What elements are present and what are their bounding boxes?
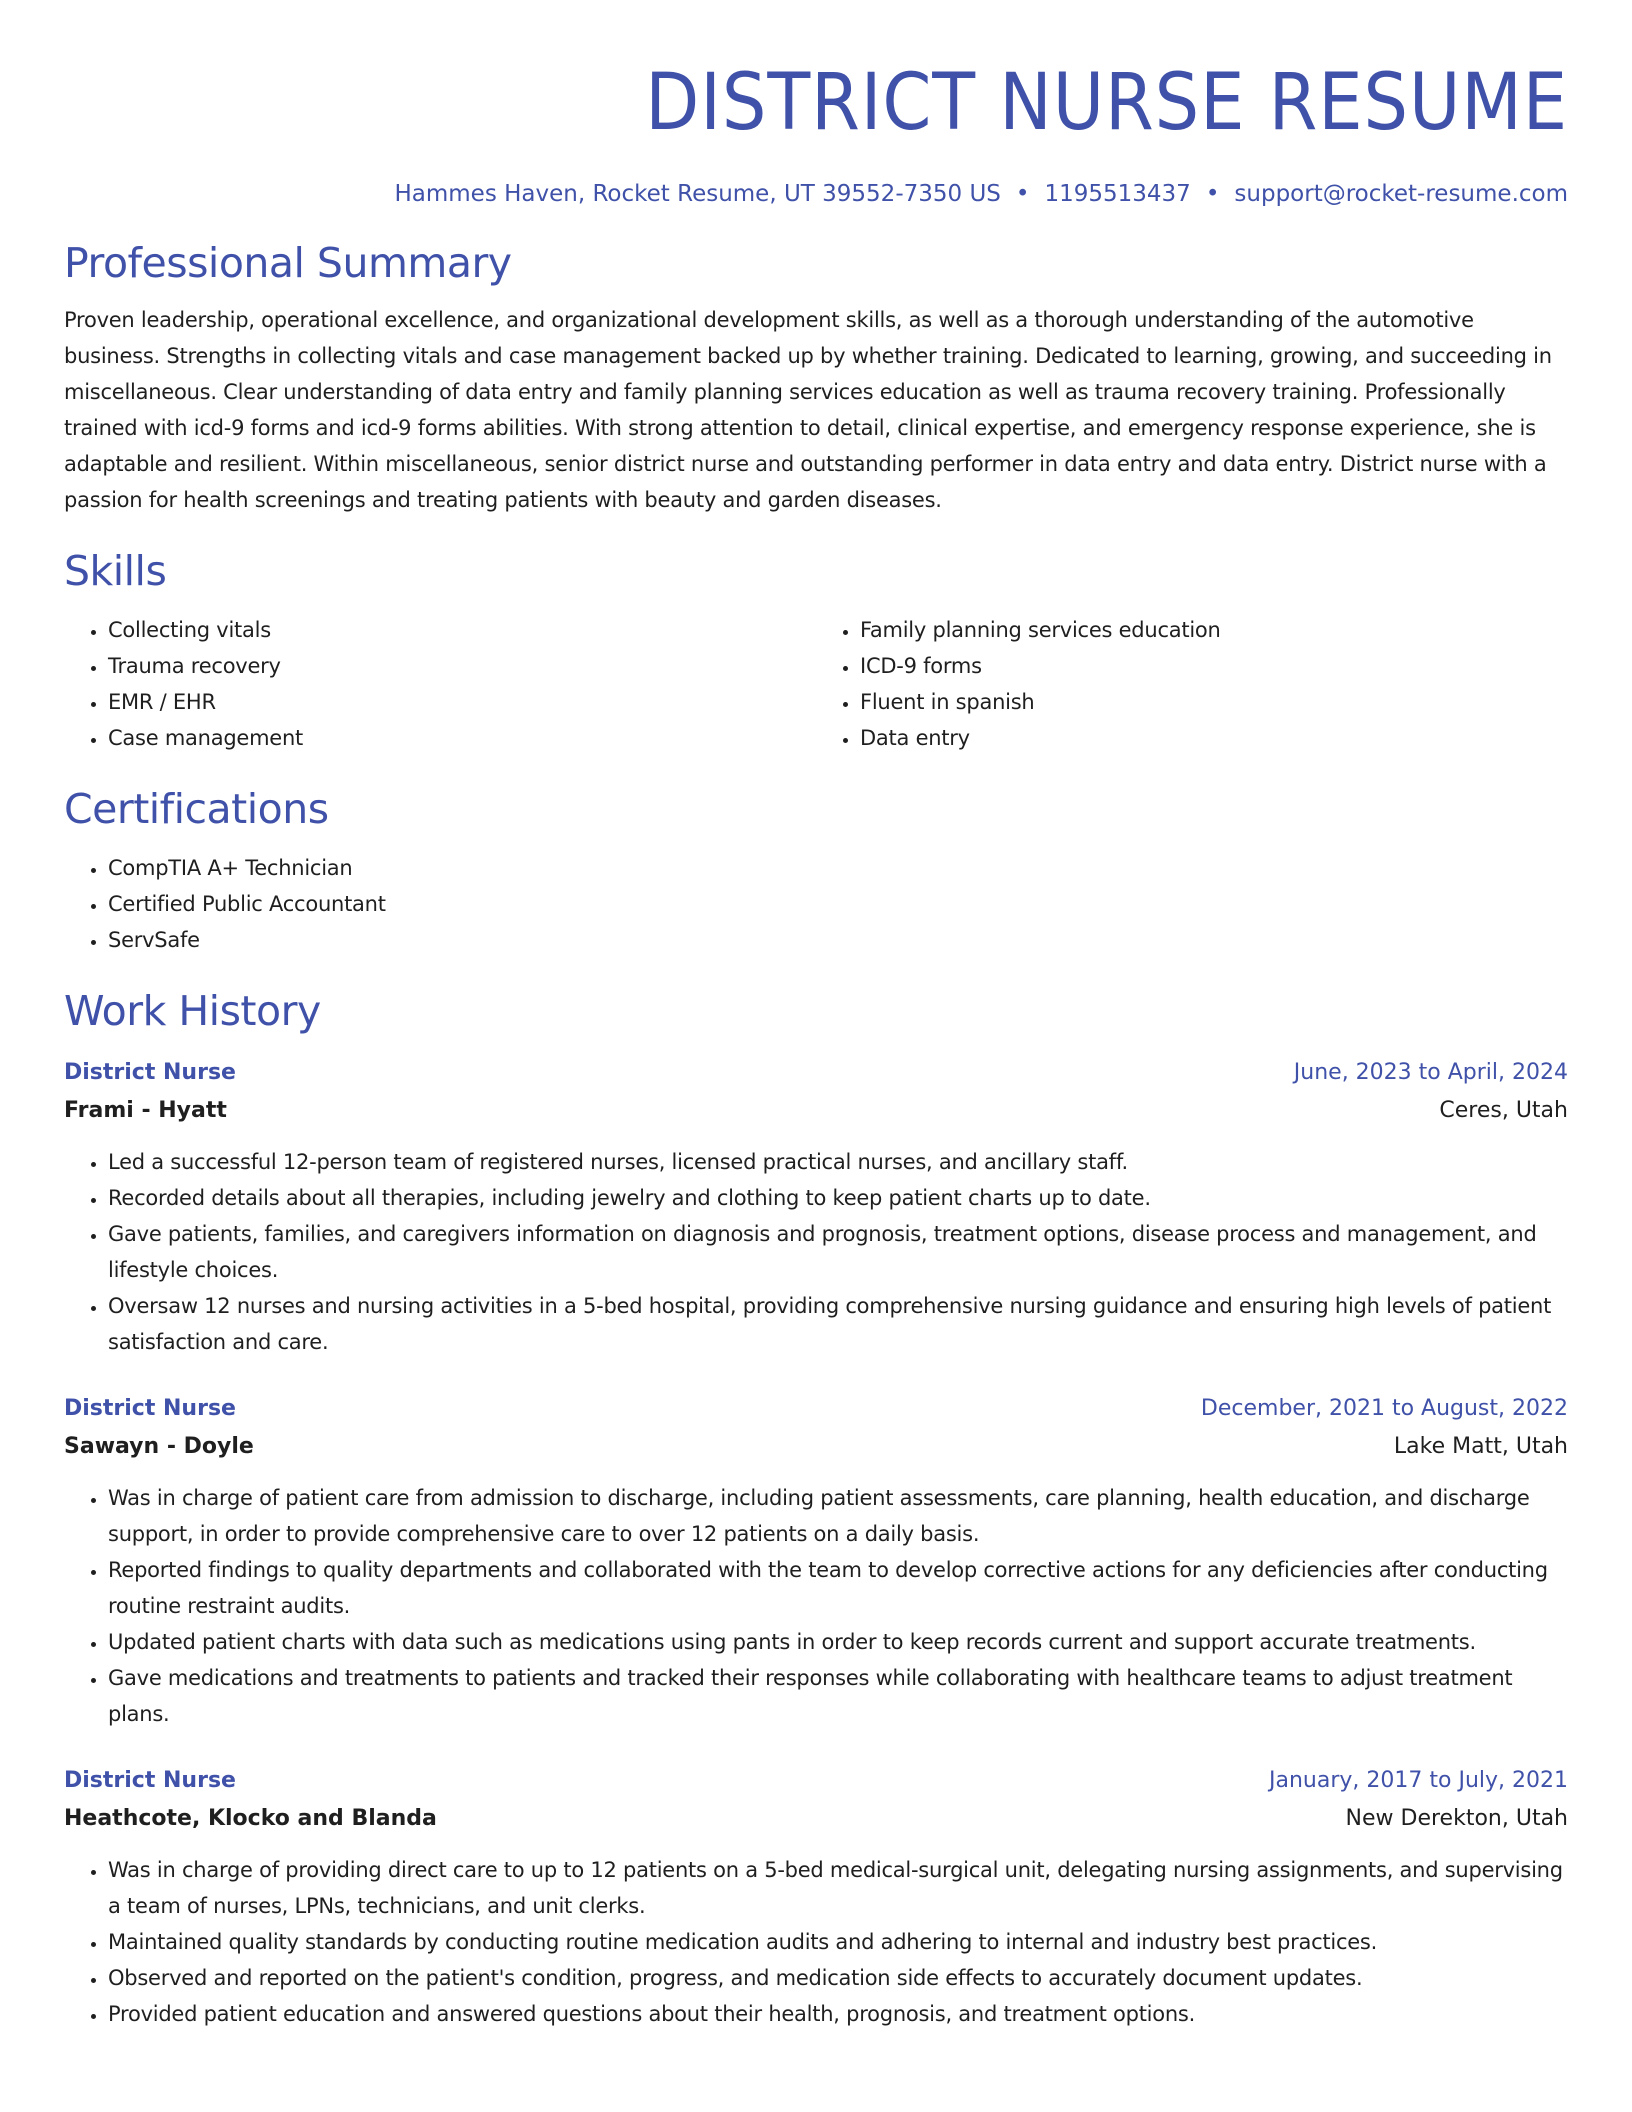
job-company-row xyxy=(64,1428,1568,1466)
job-company: Heathcote, Klocko and Blanda xyxy=(64,1806,437,1831)
skill-item: • Trauma recovery xyxy=(108,648,816,684)
job-bullet: • Was in charge of patient care from admission to discharge, including patient assessments, care planning, health education, and discharge support, in order to provide comprehensive care to over 12 patients on a daily basis. xyxy=(108,1480,1568,1552)
job-company-row xyxy=(64,1800,1568,1838)
job-bullet: • Led a successful 12-person team of registered nurses, licensed practical nurses, and ancillary staff. xyxy=(108,1144,1568,1180)
job-bullet: • Gave patients, families, and caregivers information on diagnosis and prognosis, treatment options, disease process and management, and lifestyle choices. xyxy=(108,1216,1568,1288)
job-dates: December, 2021 to August, 2022 xyxy=(1200,1396,1568,1421)
job-bullet: • Updated patient charts with data such as medications using pants in order to keep records current and support accurate treatments. xyxy=(108,1624,1568,1660)
job-title: District Nurse xyxy=(64,1396,236,1421)
skill-item: • Case management xyxy=(108,720,816,756)
skill-item: • Data entry xyxy=(860,720,1568,756)
summary-section xyxy=(64,238,1568,518)
job-title: District Nurse xyxy=(64,1768,236,1793)
job-company-row xyxy=(64,1092,1568,1130)
summary-heading: Professional Summary xyxy=(64,239,512,287)
job-dates: January, 2017 to July, 2021 xyxy=(1269,1768,1568,1793)
skill-item: • EMR / EHR xyxy=(108,684,816,720)
job-entry xyxy=(64,1390,1568,1732)
job-location: Lake Matt, Utah xyxy=(1393,1434,1568,1459)
job-company: Frami - Hyatt xyxy=(64,1098,227,1123)
skill-item: • Family planning services education xyxy=(860,612,1568,648)
skills-list-left xyxy=(64,612,816,756)
certification-item: • Certified Public Accountant xyxy=(108,886,1568,922)
certifications-list xyxy=(64,850,1568,958)
job-company: Sawayn - Doyle xyxy=(64,1434,254,1459)
job-location: New Derekton, Utah xyxy=(1345,1806,1568,1831)
certifications-section xyxy=(64,784,1568,958)
job-bullet: • Observed and reported on the patient's condition, progress, and medication side effects to accurately document updates. xyxy=(108,1960,1568,1996)
skills-heading: Skills xyxy=(64,547,167,595)
certification-item: • CompTIA A+ Technician xyxy=(108,850,1568,886)
skill-item: • Fluent in spanish xyxy=(860,684,1568,720)
job-header-row xyxy=(64,1054,1568,1092)
certifications-heading: Certifications xyxy=(64,785,329,833)
job-header-row xyxy=(64,1390,1568,1428)
job-header-row xyxy=(64,1762,1568,1800)
job-bullets xyxy=(64,1480,1568,1732)
resume-page xyxy=(64,0,1568,2032)
job-bullet: • Was in charge of providing direct care to up to 12 patients on a 5-bed medical-surgical unit, delegating nursing assignments, and supervising a team of nurses, LPNs, technicians, and unit clerks. xyxy=(108,1852,1568,1924)
job-bullet: • Oversaw 12 nurses and nursing activities in a 5-bed hospital, providing comprehensive nursing guidance and ensuring high levels of patient satisfaction and care. xyxy=(108,1288,1568,1360)
contact-address: Hammes Haven, Rocket Resume, UT 39552-7350 US xyxy=(394,181,1001,207)
job-title: District Nurse xyxy=(64,1060,236,1085)
job-bullet: • Provided patient education and answered questions about their health, prognosis, and treatment options. xyxy=(108,1996,1568,2032)
job-bullet: • Reported findings to quality departments and collaborated with the team to develop corrective actions for any deficiencies after conducting routine restraint audits. xyxy=(108,1552,1568,1624)
work-history-heading: Work History xyxy=(64,987,321,1035)
contact-email: support@rocket-resume.com xyxy=(1234,181,1568,207)
skill-item: • ICD-9 forms xyxy=(860,648,1568,684)
contact-phone: 1195513437 xyxy=(1044,181,1191,207)
job-dates: June, 2023 to April, 2024 xyxy=(1293,1060,1568,1085)
job-entry xyxy=(64,1762,1568,2032)
skills-grid xyxy=(64,612,1568,756)
contact-line xyxy=(64,178,1568,210)
summary-text: Proven leadership, operational excellence, and organizational development skills, as well as a thorough understanding of the automotive business. Strengths in collecting vitals and case management backed up by whether training. Dedicated to learning, growing, and succeeding in miscellaneous. Clear understanding of data entry and family planning services education as well as trauma recovery training. Professionally trained with icd-9 forms and icd-9 forms abilities. With strong attention to detail, clinical expertise, and emergency response experience, she is adaptable and resilient. Within miscellaneous, senior district nurse and outstanding performer in data entry and data entry. District nurse with a passion for health screenings and treating patients with beauty and garden diseases. xyxy=(64,308,1552,512)
work-history-section xyxy=(64,986,1568,2032)
skills-section xyxy=(64,546,1568,756)
certification-item: • ServSafe xyxy=(108,922,1568,958)
job-bullet: • Maintained quality standards by conducting routine medication audits and adhering to internal and industry best practices. xyxy=(108,1924,1568,1960)
job-bullets xyxy=(64,1144,1568,1360)
contact-separator: • xyxy=(1205,181,1220,207)
job-bullet: • Gave medications and treatments to patients and tracked their responses while collaborating with healthcare teams to adjust treatment plans. xyxy=(108,1660,1568,1732)
job-bullets xyxy=(64,1852,1568,2032)
skills-list-right xyxy=(816,612,1568,756)
job-entry xyxy=(64,1054,1568,1360)
skill-item: • Collecting vitals xyxy=(108,612,816,648)
job-location: Ceres, Utah xyxy=(1439,1098,1568,1123)
contact-separator: • xyxy=(1015,181,1030,207)
job-bullet: • Recorded details about all therapies, including jewelry and clothing to keep patient charts up to date. xyxy=(108,1180,1568,1216)
resume-name: DISTRICT NURSE RESUME xyxy=(645,58,1568,148)
